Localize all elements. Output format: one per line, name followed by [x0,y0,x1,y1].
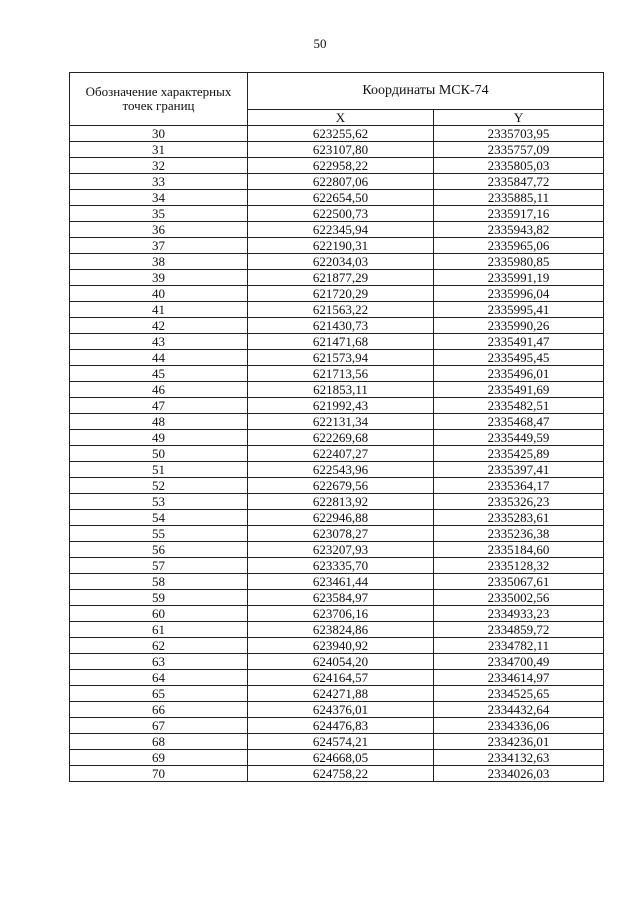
y-coordinate-cell: 2334782,11 [434,638,604,654]
point-number-cell: 32 [70,158,248,174]
table-row [70,558,604,574]
y-coordinate-cell: 2335996,04 [434,286,604,302]
x-coordinate-cell: 623078,27 [248,526,434,542]
y-coordinate-cell: 2335885,11 [434,190,604,206]
x-coordinate-cell: 622407,27 [248,446,434,462]
y-coordinate-cell: 2335184,60 [434,542,604,558]
x-coordinate-cell: 622034,03 [248,254,434,270]
x-coordinate-cell: 623940,92 [248,638,434,654]
y-coordinate-cell: 2335491,69 [434,382,604,398]
table-row [70,222,604,238]
x-column-header: X [248,110,434,126]
coordinates-table [69,72,604,782]
y-coordinate-cell: 2335943,82 [434,222,604,238]
point-number-cell: 33 [70,174,248,190]
table-row [70,526,604,542]
point-number-cell: 69 [70,750,248,766]
y-coordinate-cell: 2335991,19 [434,270,604,286]
point-number-cell: 57 [70,558,248,574]
y-coordinate-cell: 2335128,32 [434,558,604,574]
table-row [70,590,604,606]
table-row [70,446,604,462]
x-coordinate-cell: 622807,06 [248,174,434,190]
table-row [70,718,604,734]
table-row [70,158,604,174]
point-number-cell: 65 [70,686,248,702]
y-coordinate-cell: 2335449,59 [434,430,604,446]
point-number-cell: 58 [70,574,248,590]
point-number-cell: 49 [70,430,248,446]
x-coordinate-cell: 622946,88 [248,510,434,526]
table-row [70,190,604,206]
x-coordinate-cell: 623335,70 [248,558,434,574]
x-coordinate-cell: 621563,22 [248,302,434,318]
point-number-cell: 52 [70,478,248,494]
y-coordinate-cell: 2335805,03 [434,158,604,174]
point-number-cell: 61 [70,622,248,638]
x-coordinate-cell: 623584,97 [248,590,434,606]
coordinates-group-header: Координаты МСК-74 [248,73,604,110]
x-coordinate-cell: 624271,88 [248,686,434,702]
point-number-cell: 31 [70,142,248,158]
x-coordinate-cell: 624054,20 [248,654,434,670]
y-coordinate-cell: 2334132,63 [434,750,604,766]
table-row [70,606,604,622]
y-coordinate-cell: 2335847,72 [434,174,604,190]
y-coordinate-cell: 2334614,97 [434,670,604,686]
table-row [70,350,604,366]
y-column-header: Y [434,110,604,126]
x-coordinate-cell: 624758,22 [248,766,434,782]
table-row [70,542,604,558]
table-row [70,366,604,382]
point-number-cell: 48 [70,414,248,430]
page-number: 50 [313,36,327,51]
point-number-cell: 62 [70,638,248,654]
table-row [70,686,604,702]
y-coordinate-cell: 2335495,45 [434,350,604,366]
point-number-cell: 35 [70,206,248,222]
y-coordinate-cell: 2335067,61 [434,574,604,590]
table-row [70,334,604,350]
table-body [70,126,604,782]
table-row [70,238,604,254]
x-coordinate-cell: 622679,56 [248,478,434,494]
x-coordinate-cell: 623706,16 [248,606,434,622]
point-number-cell: 30 [70,126,248,142]
x-coordinate-cell: 621992,43 [248,398,434,414]
y-coordinate-cell: 2334933,23 [434,606,604,622]
point-number-cell: 46 [70,382,248,398]
x-coordinate-cell: 621430,73 [248,318,434,334]
point-number-cell: 60 [70,606,248,622]
point-number-cell: 36 [70,222,248,238]
point-number-cell: 59 [70,590,248,606]
x-coordinate-cell: 623107,80 [248,142,434,158]
point-number-cell: 64 [70,670,248,686]
point-number-cell: 44 [70,350,248,366]
table-row [70,302,604,318]
table-row [70,766,604,782]
x-coordinate-cell: 622345,94 [248,222,434,238]
point-number-cell: 39 [70,270,248,286]
table-row [70,414,604,430]
y-coordinate-cell: 2335757,09 [434,142,604,158]
point-number-cell: 42 [70,318,248,334]
y-coordinate-cell: 2334432,64 [434,702,604,718]
table-row [70,574,604,590]
x-coordinate-cell: 621877,29 [248,270,434,286]
table-row [70,270,604,286]
x-coordinate-cell: 623824,86 [248,622,434,638]
x-coordinate-cell: 622269,68 [248,430,434,446]
point-number-cell: 67 [70,718,248,734]
table-row [70,734,604,750]
point-number-cell: 34 [70,190,248,206]
x-coordinate-cell: 624668,05 [248,750,434,766]
table-row [70,654,604,670]
x-coordinate-cell: 622958,22 [248,158,434,174]
x-coordinate-cell: 621471,68 [248,334,434,350]
point-number-cell: 38 [70,254,248,270]
x-coordinate-cell: 622813,92 [248,494,434,510]
y-coordinate-cell: 2335425,89 [434,446,604,462]
y-coordinate-cell: 2334026,03 [434,766,604,782]
point-number-cell: 55 [70,526,248,542]
table-row [70,430,604,446]
x-coordinate-cell: 622131,34 [248,414,434,430]
point-number-cell: 50 [70,446,248,462]
point-number-cell: 43 [70,334,248,350]
table-row [70,622,604,638]
point-column-header: Обозначение характерных точек границ [70,73,248,126]
y-coordinate-cell: 2335364,17 [434,478,604,494]
y-coordinate-cell: 2334859,72 [434,622,604,638]
x-coordinate-cell: 624376,01 [248,702,434,718]
x-coordinate-cell: 621720,29 [248,286,434,302]
table-header [70,73,604,126]
x-coordinate-cell: 621853,11 [248,382,434,398]
table-row [70,462,604,478]
y-coordinate-cell: 2335990,26 [434,318,604,334]
x-coordinate-cell: 622190,31 [248,238,434,254]
x-coordinate-cell: 621713,56 [248,366,434,382]
y-coordinate-cell: 2335496,01 [434,366,604,382]
y-coordinate-cell: 2335995,41 [434,302,604,318]
table-row [70,702,604,718]
x-coordinate-cell: 622500,73 [248,206,434,222]
table-row [70,398,604,414]
point-number-cell: 51 [70,462,248,478]
point-number-cell: 54 [70,510,248,526]
y-coordinate-cell: 2335397,41 [434,462,604,478]
x-coordinate-cell: 623207,93 [248,542,434,558]
table-row [70,750,604,766]
point-number-cell: 45 [70,366,248,382]
y-coordinate-cell: 2335002,56 [434,590,604,606]
y-coordinate-cell: 2335980,85 [434,254,604,270]
x-coordinate-cell: 624164,57 [248,670,434,686]
y-coordinate-cell: 2335491,47 [434,334,604,350]
point-number-cell: 47 [70,398,248,414]
point-number-cell: 63 [70,654,248,670]
y-coordinate-cell: 2334336,06 [434,718,604,734]
table-row [70,286,604,302]
y-coordinate-cell: 2335703,95 [434,126,604,142]
x-coordinate-cell: 624476,83 [248,718,434,734]
point-number-cell: 66 [70,702,248,718]
y-coordinate-cell: 2335326,23 [434,494,604,510]
y-coordinate-cell: 2335965,06 [434,238,604,254]
x-coordinate-cell: 624574,21 [248,734,434,750]
x-coordinate-cell: 622654,50 [248,190,434,206]
point-number-cell: 41 [70,302,248,318]
point-number-cell: 37 [70,238,248,254]
table-row [70,206,604,222]
table-row [70,510,604,526]
y-coordinate-cell: 2335917,16 [434,206,604,222]
x-coordinate-cell: 621573,94 [248,350,434,366]
table-row [70,126,604,142]
table-row [70,318,604,334]
y-coordinate-cell: 2335236,38 [434,526,604,542]
y-coordinate-cell: 2334700,49 [434,654,604,670]
point-number-cell: 56 [70,542,248,558]
table-row [70,174,604,190]
table-row [70,494,604,510]
y-coordinate-cell: 2335482,51 [434,398,604,414]
table-row [70,478,604,494]
table-row [70,638,604,654]
table-row [70,382,604,398]
y-coordinate-cell: 2334236,01 [434,734,604,750]
table-row [70,670,604,686]
y-coordinate-cell: 2335283,61 [434,510,604,526]
table-row [70,142,604,158]
point-number-cell: 68 [70,734,248,750]
x-coordinate-cell: 623461,44 [248,574,434,590]
x-coordinate-cell: 622543,96 [248,462,434,478]
table-row [70,254,604,270]
point-number-cell: 53 [70,494,248,510]
y-coordinate-cell: 2334525,65 [434,686,604,702]
point-number-cell: 40 [70,286,248,302]
point-number-cell: 70 [70,766,248,782]
x-coordinate-cell: 623255,62 [248,126,434,142]
y-coordinate-cell: 2335468,47 [434,414,604,430]
